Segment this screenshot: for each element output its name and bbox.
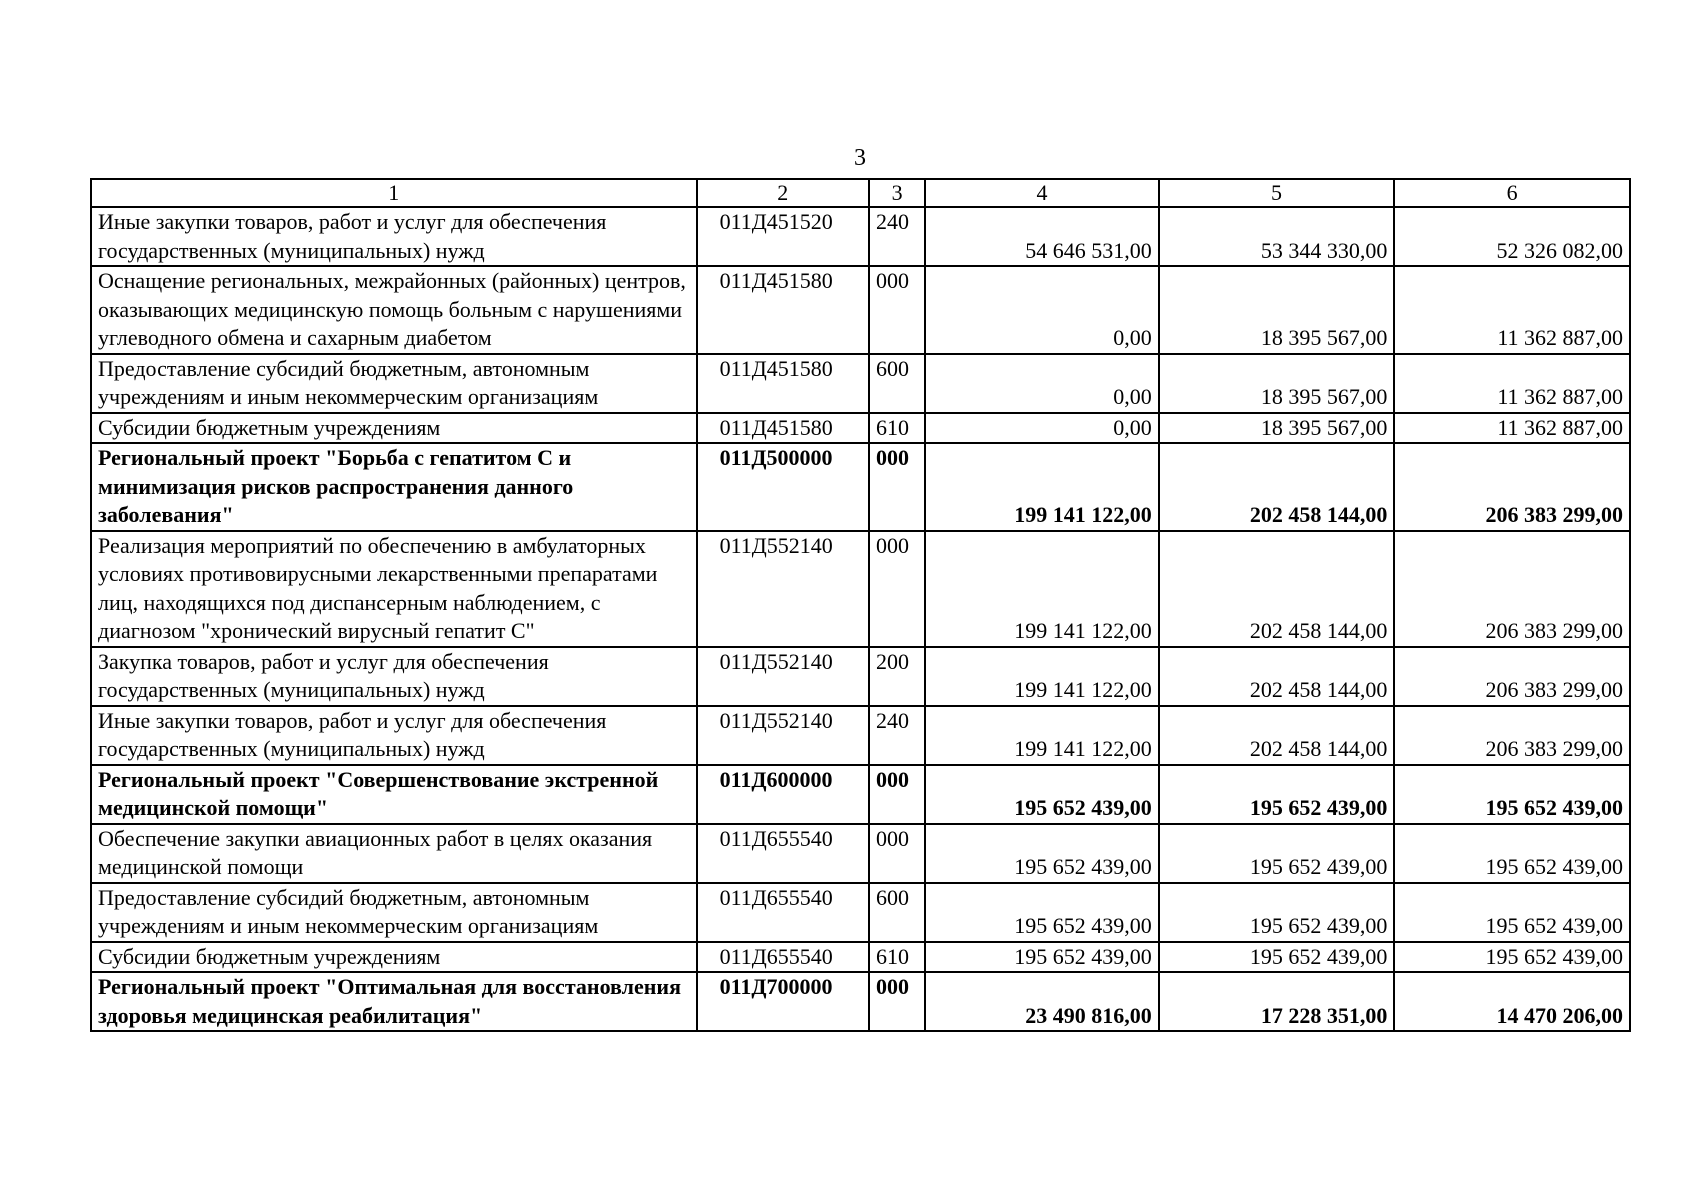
row-value-col5-cell: 195 652 439,00 [1159,824,1395,883]
row-value-col5-cell: 18 395 567,00 [1159,266,1395,354]
table-row [91,824,1630,883]
row-expense-type-cell: 000 [869,824,925,883]
row-value-col4-cell: 199 141 122,00 [925,647,1159,706]
table-row [91,706,1630,765]
row-value-col5-cell: 202 458 144,00 [1159,706,1395,765]
table-row [91,354,1630,413]
row-name-cell: Иные закупки товаров, работ и услуг для обеспечения государственных (муниципальных) нужд [91,706,697,765]
row-expense-type-cell: 000 [869,531,925,647]
row-name-cell: Реализация мероприятий по обеспечению в амбулаторных условиях противовирусными лекарственными препаратами лиц, находящихся под диспансерным наблюдением, с диагнозом "хронический вирусный гепатит С" [91,531,697,647]
table-row [91,942,1630,973]
row-value-col4-cell: 54 646 531,00 [925,207,1159,266]
row-expense-type-cell: 000 [869,443,925,531]
row-value-col6-cell: 195 652 439,00 [1394,883,1630,942]
row-value-col4-cell: 195 652 439,00 [925,824,1159,883]
row-expense-type-cell: 240 [869,207,925,266]
row-value-col5-cell: 202 458 144,00 [1159,443,1395,531]
row-expense-type-cell: 600 [869,883,925,942]
row-name-cell: Оснащение региональных, межрайонных (районных) центров, оказывающих медицинскую помощь больным с нарушениями углеводного обмена и сахарным диабетом [91,266,697,354]
row-value-col4-cell: 23 490 816,00 [925,972,1159,1031]
row-value-col6-cell: 195 652 439,00 [1394,765,1630,824]
row-code-cell: 011Д700000 [697,972,869,1031]
row-name-cell: Предоставление субсидий бюджетным, автономным учреждениям и иным некоммерческим организациям [91,883,697,942]
column-header-5: 5 [1159,179,1395,207]
row-expense-type-cell: 000 [869,972,925,1031]
column-header-2: 2 [697,179,869,207]
table-row [91,647,1630,706]
row-name-cell: Обеспечение закупки авиационных работ в целях оказания медицинской помощи [91,824,697,883]
column-header-6: 6 [1394,179,1630,207]
row-expense-type-cell: 000 [869,765,925,824]
row-name-cell: Субсидии бюджетным учреждениям [91,413,697,444]
row-value-col6-cell: 52 326 082,00 [1394,207,1630,266]
row-value-col6-cell: 206 383 299,00 [1394,647,1630,706]
table-row [91,413,1630,444]
row-code-cell: 011Д451580 [697,413,869,444]
row-code-cell: 011Д552140 [697,647,869,706]
row-value-col4-cell: 0,00 [925,354,1159,413]
row-value-col4-cell: 195 652 439,00 [925,883,1159,942]
column-header-1: 1 [91,179,697,207]
row-expense-type-cell: 610 [869,413,925,444]
row-value-col5-cell: 195 652 439,00 [1159,883,1395,942]
row-code-cell: 011Д552140 [697,706,869,765]
budget-table [90,178,1631,1032]
row-code-cell: 011Д552140 [697,531,869,647]
row-name-cell: Иные закупки товаров, работ и услуг для обеспечения государственных (муниципальных) нужд [91,207,697,266]
row-value-col5-cell: 18 395 567,00 [1159,354,1395,413]
row-code-cell: 011Д451580 [697,354,869,413]
row-value-col6-cell: 11 362 887,00 [1394,266,1630,354]
row-value-col4-cell: 0,00 [925,266,1159,354]
row-value-col5-cell: 18 395 567,00 [1159,413,1395,444]
row-value-col6-cell: 195 652 439,00 [1394,824,1630,883]
table-header-row [91,179,1630,207]
row-value-col5-cell: 53 344 330,00 [1159,207,1395,266]
table-row [91,883,1630,942]
table-row-project [91,765,1630,824]
row-expense-type-cell: 600 [869,354,925,413]
row-name-cell: Закупка товаров, работ и услуг для обеспечения государственных (муниципальных) нужд [91,647,697,706]
row-code-cell: 011Д500000 [697,443,869,531]
row-code-cell: 011Д600000 [697,765,869,824]
table-row [91,266,1630,354]
row-value-col6-cell: 11 362 887,00 [1394,413,1630,444]
row-value-col4-cell: 0,00 [925,413,1159,444]
row-code-cell: 011Д655540 [697,942,869,973]
row-value-col4-cell: 199 141 122,00 [925,531,1159,647]
row-name-cell: Субсидии бюджетным учреждениям [91,942,697,973]
row-name-cell: Региональный проект "Совершенствование экстренной медицинской помощи" [91,765,697,824]
row-value-col6-cell: 14 470 206,00 [1394,972,1630,1031]
row-expense-type-cell: 000 [869,266,925,354]
row-name-cell: Региональный проект "Борьба с гепатитом С и минимизация рисков распространения данного заболевания" [91,443,697,531]
row-value-col4-cell: 199 141 122,00 [925,443,1159,531]
row-value-col4-cell: 199 141 122,00 [925,706,1159,765]
row-code-cell: 011Д655540 [697,824,869,883]
row-value-col5-cell: 195 652 439,00 [1159,765,1395,824]
row-value-col5-cell: 202 458 144,00 [1159,647,1395,706]
row-code-cell: 011Д451520 [697,207,869,266]
row-expense-type-cell: 200 [869,647,925,706]
table-row [91,531,1630,647]
row-name-cell: Предоставление субсидий бюджетным, автономным учреждениям и иным некоммерческим организациям [91,354,697,413]
row-value-col6-cell: 206 383 299,00 [1394,443,1630,531]
row-value-col5-cell: 17 228 351,00 [1159,972,1395,1031]
row-value-col6-cell: 206 383 299,00 [1394,706,1630,765]
page-number: 3 [854,145,866,171]
row-value-col5-cell: 202 458 144,00 [1159,531,1395,647]
table-row-project [91,443,1630,531]
row-code-cell: 011Д655540 [697,883,869,942]
row-value-col4-cell: 195 652 439,00 [925,942,1159,973]
table-row-project [91,972,1630,1031]
column-header-4: 4 [925,179,1159,207]
table-row [91,207,1630,266]
row-expense-type-cell: 240 [869,706,925,765]
row-value-col5-cell: 195 652 439,00 [1159,942,1395,973]
row-value-col6-cell: 195 652 439,00 [1394,942,1630,973]
row-value-col6-cell: 206 383 299,00 [1394,531,1630,647]
row-expense-type-cell: 610 [869,942,925,973]
column-header-3: 3 [869,179,925,207]
row-value-col6-cell: 11 362 887,00 [1394,354,1630,413]
row-value-col4-cell: 195 652 439,00 [925,765,1159,824]
row-name-cell: Региональный проект "Оптимальная для восстановления здоровья медицинская реабилитация" [91,972,697,1031]
row-code-cell: 011Д451580 [697,266,869,354]
